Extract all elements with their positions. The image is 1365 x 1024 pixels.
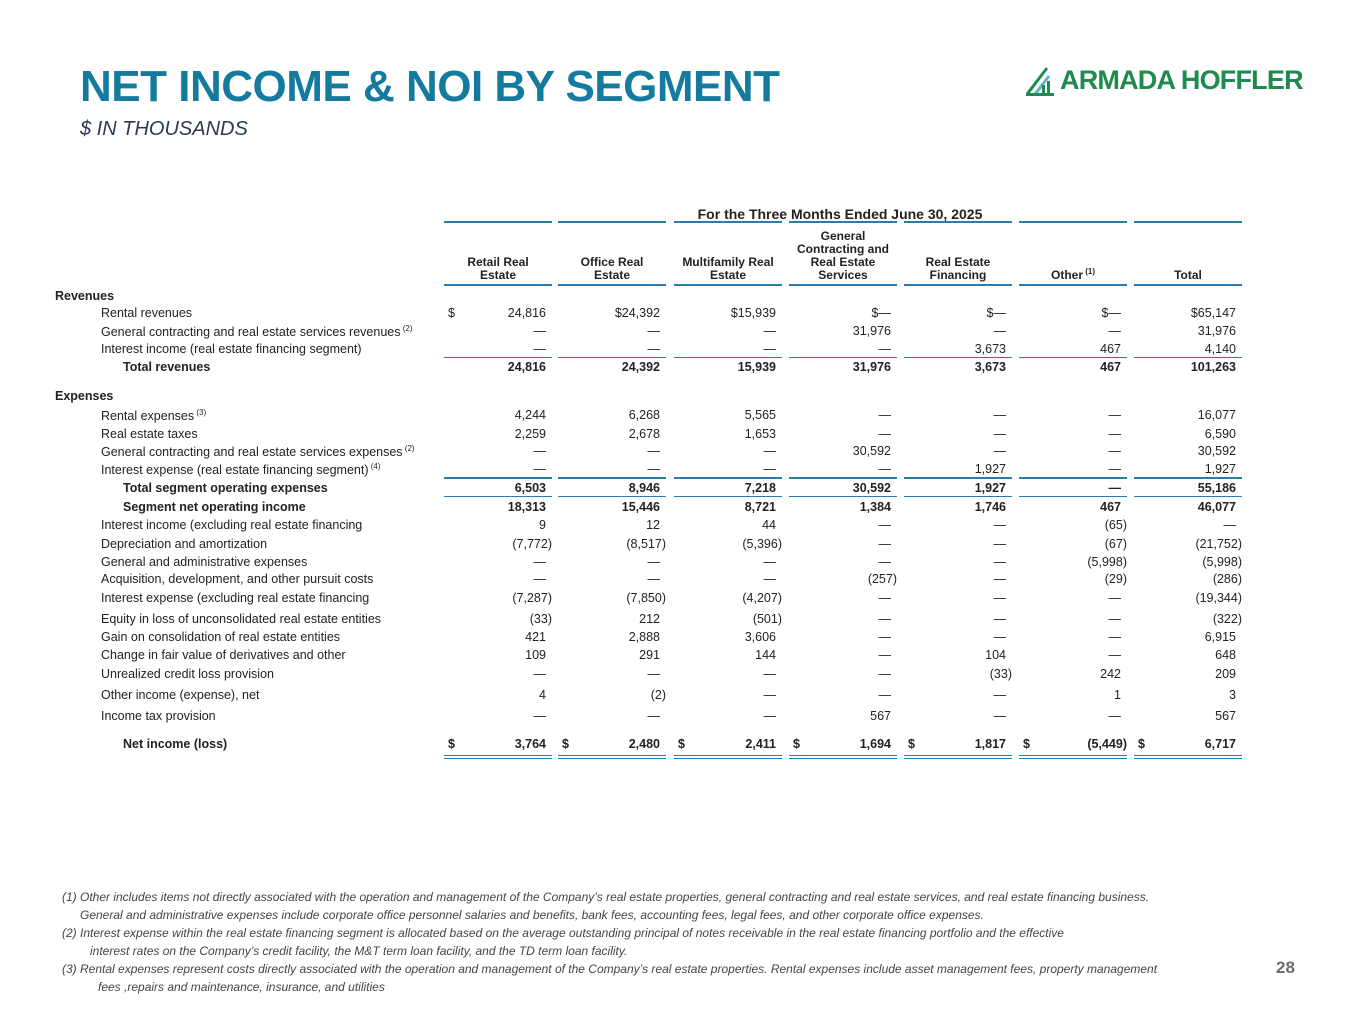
table-cell: — bbox=[763, 555, 776, 569]
table-cell: 567 bbox=[1215, 709, 1236, 723]
table-cell: 44 bbox=[762, 518, 776, 532]
logo-text: ARMADA HOFFLER bbox=[1060, 64, 1303, 95]
table-cell: (5,998) bbox=[1202, 555, 1242, 569]
column-bottom-rule bbox=[904, 284, 1012, 286]
table-cell: 567 bbox=[870, 709, 891, 723]
currency-symbol: $ bbox=[448, 306, 455, 320]
table-cell: 2,259 bbox=[514, 427, 546, 441]
table-cell: (33) bbox=[989, 667, 1012, 681]
table-cell: — bbox=[993, 572, 1006, 586]
table-cell: — bbox=[647, 667, 660, 681]
table-cell: — bbox=[1223, 518, 1236, 532]
column-header-footnote-ref: (1) bbox=[1083, 267, 1095, 276]
table-cell: — bbox=[533, 572, 546, 586]
table-cell: 467 bbox=[1100, 500, 1121, 514]
table-cell: $— bbox=[871, 306, 891, 320]
page-title: NET INCOME & NOI BY SEGMENT bbox=[80, 62, 780, 111]
table-cell: — bbox=[993, 709, 1006, 723]
table-cell: — bbox=[993, 555, 1006, 569]
table-cell: 46,077 bbox=[1197, 500, 1236, 514]
table-cell: — bbox=[647, 444, 660, 458]
table-cell: (65) bbox=[1104, 518, 1127, 532]
subtotal-rule bbox=[1019, 357, 1127, 358]
column-header-2 bbox=[674, 226, 782, 282]
subtotal-rule bbox=[789, 357, 897, 358]
table-cell: — bbox=[533, 709, 546, 723]
table-cell: (2) bbox=[650, 688, 666, 702]
table-cell: — bbox=[1108, 630, 1121, 644]
table-cell: — bbox=[993, 518, 1006, 532]
subtotal-rule bbox=[1019, 477, 1127, 479]
currency-symbol: $ bbox=[1023, 737, 1030, 751]
table-cell: 3,673 bbox=[974, 342, 1006, 356]
table-cell: 2,888 bbox=[628, 630, 660, 644]
total-double-rule bbox=[1019, 758, 1127, 759]
table-cell: — bbox=[993, 408, 1006, 422]
row-label: General contracting and real estate services expenses $^{(2)}$ bbox=[101, 444, 415, 460]
table-cell: 291 bbox=[639, 648, 660, 662]
table-cell: (5,449) bbox=[1087, 737, 1127, 751]
table-cell: 1,927 bbox=[974, 462, 1006, 476]
table-cell: 212 bbox=[639, 612, 660, 626]
table-cell: 144 bbox=[755, 648, 776, 662]
subtotal-rule bbox=[674, 496, 782, 497]
table-cell: 1,384 bbox=[859, 500, 891, 514]
subtotal-rule bbox=[1019, 496, 1127, 497]
table-cell: 1,927 bbox=[1204, 462, 1236, 476]
column-bottom-rule bbox=[674, 284, 782, 286]
row-label: Real estate taxes bbox=[101, 427, 198, 441]
subtotal-rule bbox=[904, 357, 1012, 358]
table-cell: — bbox=[993, 630, 1006, 644]
table-cell: — bbox=[878, 537, 891, 551]
table-cell: — bbox=[763, 462, 776, 476]
table-cell: — bbox=[533, 462, 546, 476]
table-cell: — bbox=[533, 342, 546, 356]
total-double-rule bbox=[1134, 755, 1242, 756]
column-top-rule bbox=[1019, 221, 1127, 223]
row-label: Segment net operating income bbox=[123, 500, 306, 514]
row-label: Acquisition, development, and other pursuit costs bbox=[101, 572, 374, 586]
row-label: Interest income (excluding real estate financing bbox=[101, 518, 363, 532]
table-cell: (7,287) bbox=[512, 591, 552, 605]
table-cell: — bbox=[1108, 462, 1121, 476]
table-cell: (21,752) bbox=[1195, 537, 1242, 551]
table-cell: — bbox=[878, 688, 891, 702]
column-top-rule bbox=[904, 221, 1012, 223]
table-cell: — bbox=[993, 444, 1006, 458]
table-row bbox=[0, 324, 1365, 342]
table-cell: — bbox=[878, 612, 891, 626]
row-label: Interest income (real estate financing segment) bbox=[101, 342, 362, 356]
column-top-rule bbox=[444, 221, 552, 223]
table-cell: 1,817 bbox=[974, 737, 1006, 751]
table-row bbox=[0, 500, 1365, 518]
column-header-3 bbox=[789, 226, 897, 282]
table-cell: 15,939 bbox=[737, 360, 776, 374]
column-header-label: Retail Real Estate bbox=[467, 255, 529, 282]
table-cell: — bbox=[647, 462, 660, 476]
table-cell: — bbox=[1108, 427, 1121, 441]
table-cell: 30,592 bbox=[1197, 444, 1236, 458]
table-cell: $65,147 bbox=[1190, 306, 1236, 320]
subtotal-rule bbox=[558, 496, 666, 497]
table-cell: — bbox=[993, 591, 1006, 605]
table-cell: (19,344) bbox=[1195, 591, 1242, 605]
table-cell: 648 bbox=[1215, 648, 1236, 662]
table-cell: — bbox=[878, 518, 891, 532]
table-row bbox=[0, 648, 1365, 666]
table-cell: 1,927 bbox=[974, 481, 1006, 495]
table-cell: (5,998) bbox=[1087, 555, 1127, 569]
table-cell: $— bbox=[1101, 306, 1121, 320]
column-header-6 bbox=[1134, 226, 1242, 282]
table-cell: 3,764 bbox=[514, 737, 546, 751]
table-cell: 24,392 bbox=[621, 360, 660, 374]
total-double-rule bbox=[789, 758, 897, 759]
table-cell: — bbox=[763, 709, 776, 723]
section-revenues: Revenues bbox=[55, 289, 115, 303]
row-label: Total revenues bbox=[123, 360, 211, 374]
table-row bbox=[0, 612, 1365, 630]
column-bottom-rule bbox=[444, 284, 552, 286]
table-cell: 1,653 bbox=[744, 427, 776, 441]
page-subtitle: $ IN THOUSANDS bbox=[80, 118, 248, 140]
table-cell: 5,565 bbox=[744, 408, 776, 422]
table-cell: 15,446 bbox=[621, 500, 660, 514]
table-cell: (5,396) bbox=[742, 537, 782, 551]
subtotal-rule bbox=[904, 496, 1012, 497]
row-label: General contracting and real estate services revenues $^{(2)}$ bbox=[101, 324, 413, 340]
table-cell: — bbox=[1108, 408, 1121, 422]
currency-symbol: $ bbox=[562, 737, 569, 751]
table-cell: — bbox=[993, 427, 1006, 441]
table-cell: — bbox=[647, 342, 660, 356]
subtotal-rule bbox=[558, 357, 666, 358]
table-cell: (501) bbox=[752, 612, 782, 626]
table-cell: (7,772) bbox=[512, 537, 552, 551]
total-double-rule bbox=[789, 755, 897, 756]
table-row bbox=[0, 408, 1365, 426]
table-cell: — bbox=[1108, 612, 1121, 626]
column-top-rule bbox=[789, 221, 897, 223]
currency-symbol: $ bbox=[793, 737, 800, 751]
table-cell: 4,244 bbox=[514, 408, 546, 422]
table-cell: $— bbox=[986, 306, 1006, 320]
subtotal-rule bbox=[444, 496, 552, 497]
table-cell: — bbox=[878, 648, 891, 662]
table-cell: 3,606 bbox=[744, 630, 776, 644]
subtotal-rule bbox=[789, 496, 897, 497]
row-label: Income tax provision bbox=[101, 709, 216, 723]
table-cell: — bbox=[878, 591, 891, 605]
currency-symbol: $ bbox=[1138, 737, 1145, 751]
footnote-3-cont: fees ,repairs and maintenance, insurance, and utilities bbox=[98, 980, 385, 994]
row-label: Rental expenses $^{(3)}$ bbox=[101, 408, 207, 424]
total-double-rule bbox=[1019, 755, 1127, 756]
table-cell: 101,263 bbox=[1190, 360, 1236, 374]
row-footnote-ref: (4) bbox=[368, 462, 381, 471]
table-cell: — bbox=[763, 667, 776, 681]
table-cell: 3 bbox=[1229, 688, 1236, 702]
table-cell: — bbox=[878, 408, 891, 422]
table-cell: (322) bbox=[1212, 612, 1242, 626]
table-cell: 8,946 bbox=[628, 481, 660, 495]
table-cell: 209 bbox=[1215, 667, 1236, 681]
table-cell: 6,590 bbox=[1204, 427, 1236, 441]
table-row bbox=[0, 709, 1365, 727]
table-row bbox=[0, 737, 1365, 755]
table-cell: (8,517) bbox=[626, 537, 666, 551]
table-cell: 3,673 bbox=[974, 360, 1006, 374]
table-cell: — bbox=[763, 688, 776, 702]
total-double-rule bbox=[674, 758, 782, 759]
currency-symbol: $ bbox=[678, 737, 685, 751]
table-cell: — bbox=[1108, 709, 1121, 723]
column-top-rule bbox=[1134, 221, 1242, 223]
row-label: Total segment operating expenses bbox=[123, 481, 328, 495]
table-cell: 24,816 bbox=[507, 360, 546, 374]
subtotal-rule bbox=[904, 477, 1012, 479]
column-header-4 bbox=[904, 226, 1012, 282]
row-label: Rental revenues bbox=[101, 306, 193, 320]
table-cell: 1,746 bbox=[974, 500, 1006, 514]
table-cell: (7,850) bbox=[626, 591, 666, 605]
currency-symbol: $ bbox=[448, 737, 455, 751]
footnote-3: (3) Rental expenses represent costs directly associated with the operation and management of the Company’s real estate properties. Rental expenses include asset management fees, property management bbox=[62, 962, 1158, 976]
section-expenses: Expenses bbox=[55, 389, 114, 403]
column-top-rule bbox=[558, 221, 666, 223]
column-header-label: Real Estate Financing bbox=[925, 255, 991, 282]
table-cell: — bbox=[1108, 591, 1121, 605]
table-cell: $15,939 bbox=[730, 306, 776, 320]
total-double-rule bbox=[558, 755, 666, 756]
column-header-1 bbox=[558, 226, 666, 282]
currency-symbol: $ bbox=[908, 737, 915, 751]
row-label: General and administrative expenses bbox=[101, 555, 308, 569]
total-double-rule bbox=[444, 755, 552, 756]
table-cell: 9 bbox=[539, 518, 546, 532]
column-bottom-rule bbox=[1019, 284, 1127, 286]
table-cell: — bbox=[1108, 324, 1121, 338]
table-cell: — bbox=[1108, 648, 1121, 662]
row-footnote-ref: (2) bbox=[400, 324, 413, 333]
table-cell: 6,915 bbox=[1204, 630, 1236, 644]
subtotal-rule bbox=[444, 477, 552, 479]
total-double-rule bbox=[674, 755, 782, 756]
table-cell: 4 bbox=[539, 688, 546, 702]
footnote-2-cont: interest rates on the Company’s credit facility, the M&T term loan facility, and the TD term loan facility. bbox=[90, 944, 628, 958]
column-header-label: Other $^{(1)}$ bbox=[1050, 267, 1095, 282]
company-logo bbox=[1024, 62, 1303, 98]
table-cell: 2,678 bbox=[628, 427, 660, 441]
table-cell: 8,721 bbox=[744, 500, 776, 514]
column-header-0 bbox=[444, 226, 552, 282]
row-footnote-ref: (2) bbox=[402, 444, 415, 453]
row-label: Change in fair value of derivatives and other bbox=[101, 648, 346, 662]
table-cell: — bbox=[647, 555, 660, 569]
table-row bbox=[0, 667, 1365, 685]
table-cell: 4,140 bbox=[1204, 342, 1236, 356]
footnote-1: (1) Other includes items not directly associated with the operation and management of the Company’s real estate properties, general contracting and real estate services, and real estate financing business. bbox=[62, 890, 1150, 904]
table-cell: — bbox=[878, 427, 891, 441]
table-cell: 467 bbox=[1100, 360, 1121, 374]
table-row bbox=[0, 537, 1365, 555]
table-row bbox=[0, 555, 1365, 573]
subtotal-rule bbox=[674, 357, 782, 358]
table-cell: — bbox=[533, 555, 546, 569]
table-cell: — bbox=[1108, 444, 1121, 458]
column-bottom-rule bbox=[1134, 284, 1242, 286]
total-double-rule bbox=[904, 755, 1012, 756]
table-row bbox=[0, 360, 1365, 378]
table-cell: (33) bbox=[529, 612, 552, 626]
table-cell: $24,392 bbox=[614, 306, 660, 320]
table-cell: 104 bbox=[985, 648, 1006, 662]
table-cell: 6,268 bbox=[628, 408, 660, 422]
table-cell: — bbox=[878, 667, 891, 681]
table-cell: — bbox=[878, 462, 891, 476]
row-label: Depreciation and amortization bbox=[101, 537, 268, 551]
footnote-2: (2) Interest expense within the real estate financing segment is allocated based on the average outstanding principal of notes receivable in the real estate financing portfolio and the effective bbox=[62, 926, 1064, 940]
table-cell: — bbox=[993, 612, 1006, 626]
table-cell: — bbox=[533, 324, 546, 338]
row-label: Net income (loss) bbox=[123, 737, 228, 751]
row-footnote-ref: (3) bbox=[194, 408, 207, 417]
table-cell: — bbox=[763, 444, 776, 458]
table-row bbox=[0, 306, 1365, 324]
table-cell: 31,976 bbox=[852, 324, 891, 338]
table-cell: 7,218 bbox=[744, 481, 776, 495]
row-label: Interest expense (real estate financing segment) $^{(4)}$ bbox=[101, 462, 381, 478]
total-double-rule bbox=[1134, 758, 1242, 759]
column-top-rule bbox=[674, 221, 782, 223]
table-cell: 12 bbox=[646, 518, 660, 532]
table-cell: (29) bbox=[1104, 572, 1127, 586]
table-cell: 1 bbox=[1114, 688, 1121, 702]
table-cell: — bbox=[647, 572, 660, 586]
table-cell: 30,592 bbox=[852, 481, 891, 495]
table-cell: 1,694 bbox=[859, 737, 891, 751]
footnotes bbox=[62, 888, 1262, 996]
column-header-5 bbox=[1019, 226, 1127, 282]
table-cell: 16,077 bbox=[1197, 408, 1236, 422]
table-cell: 2,480 bbox=[628, 737, 660, 751]
subtotal-rule bbox=[789, 477, 897, 479]
table-cell: 109 bbox=[525, 648, 546, 662]
table-row bbox=[0, 591, 1365, 609]
table-cell: (286) bbox=[1212, 572, 1242, 586]
table-cell: (67) bbox=[1104, 537, 1127, 551]
footnote-1-cont: General and administrative expenses include corporate office personnel salaries and benefits, bank fees, accounting fees, legal fees, and other corporate office expenses. bbox=[80, 908, 984, 922]
subtotal-rule bbox=[558, 477, 666, 479]
table-cell: — bbox=[647, 709, 660, 723]
table-cell: — bbox=[878, 630, 891, 644]
subtotal-rule bbox=[1134, 357, 1242, 358]
column-header-label: Total bbox=[1174, 268, 1202, 282]
table-cell: — bbox=[763, 572, 776, 586]
table-cell: 18,313 bbox=[507, 500, 546, 514]
table-row bbox=[0, 630, 1365, 648]
table-row bbox=[0, 572, 1365, 590]
row-label: Unrealized credit loss provision bbox=[101, 667, 274, 681]
table-cell: — bbox=[763, 324, 776, 338]
column-header-label: Office Real Estate bbox=[580, 255, 644, 282]
row-label: Interest expense (excluding real estate financing bbox=[101, 591, 370, 605]
table-cell: — bbox=[878, 342, 891, 356]
table-cell: — bbox=[533, 667, 546, 681]
table-row bbox=[0, 688, 1365, 706]
subtotal-rule bbox=[1134, 477, 1242, 479]
subtotal-rule bbox=[1134, 496, 1242, 497]
table-cell: 24,816 bbox=[507, 306, 546, 320]
table-row bbox=[0, 518, 1365, 536]
row-label: Other income (expense), net bbox=[101, 688, 260, 702]
table-cell: — bbox=[533, 444, 546, 458]
table-row bbox=[0, 427, 1365, 445]
table-cell: — bbox=[993, 688, 1006, 702]
row-label: Gain on consolidation of real estate entities bbox=[101, 630, 341, 644]
table-cell: — bbox=[878, 555, 891, 569]
table-cell: — bbox=[1108, 481, 1121, 495]
table-cell: — bbox=[993, 324, 1006, 338]
table-cell: 421 bbox=[525, 630, 546, 644]
table-cell: — bbox=[763, 342, 776, 356]
table-cell: 31,976 bbox=[852, 360, 891, 374]
table-cell: — bbox=[993, 537, 1006, 551]
table-cell: (4,207) bbox=[742, 591, 782, 605]
table-row bbox=[0, 444, 1365, 462]
table-cell: 467 bbox=[1100, 342, 1121, 356]
total-double-rule bbox=[904, 758, 1012, 759]
period-heading: For the Three Months Ended June 30, 2025 bbox=[697, 206, 983, 222]
subtotal-rule bbox=[674, 477, 782, 479]
page-number: 28 bbox=[1276, 958, 1295, 977]
table-cell: — bbox=[647, 324, 660, 338]
table-cell: 30,592 bbox=[852, 444, 891, 458]
table-cell: 6,717 bbox=[1204, 737, 1236, 751]
row-label: Equity in loss of unconsolidated real estate entities bbox=[101, 612, 382, 626]
column-header-label: General Contracting and Real Estate Services bbox=[797, 229, 889, 282]
total-double-rule bbox=[444, 758, 552, 759]
subtotal-rule bbox=[444, 357, 552, 358]
table-cell: (257) bbox=[867, 572, 897, 586]
column-bottom-rule bbox=[789, 284, 897, 286]
table-cell: 242 bbox=[1100, 667, 1121, 681]
column-bottom-rule bbox=[558, 284, 666, 286]
table-cell: 6,503 bbox=[514, 481, 546, 495]
total-double-rule bbox=[558, 758, 666, 759]
table-cell: 55,186 bbox=[1197, 481, 1236, 495]
column-header-label: Multifamily Real Estate bbox=[682, 255, 774, 282]
table-cell: 2,411 bbox=[745, 737, 776, 751]
armada-hoffler-logo-icon bbox=[1024, 63, 1056, 97]
table-cell: 31,976 bbox=[1197, 324, 1236, 338]
